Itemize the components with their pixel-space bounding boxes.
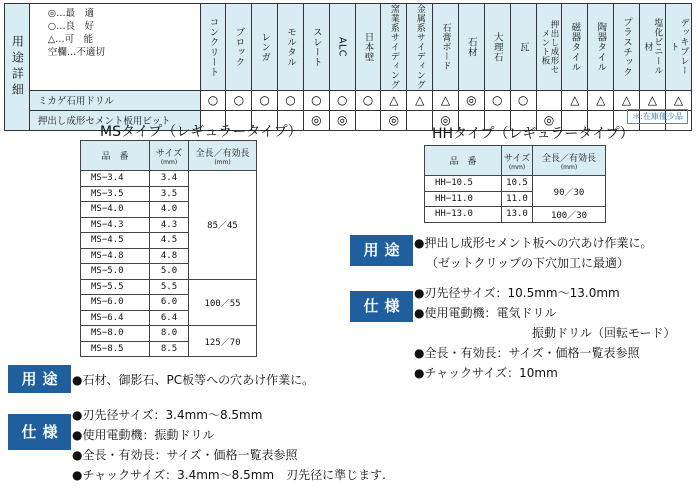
mark: ○	[278, 90, 304, 110]
size-cell: 5.5	[150, 279, 189, 295]
material-header: 押出し成形セメント板	[536, 4, 562, 91]
mark: △	[639, 90, 665, 110]
mark: △	[588, 90, 614, 110]
mark: ○	[200, 90, 226, 110]
model-header: 品 番	[81, 141, 150, 171]
model-cell: MS−4.3	[81, 217, 150, 233]
mark: ○	[329, 90, 355, 110]
mark: ○	[484, 90, 510, 110]
size-header: サイズ (mm)	[502, 146, 533, 176]
material-header: 陶器タイル	[588, 4, 614, 91]
model-header: 品 番	[425, 146, 502, 176]
compat-row	[5, 90, 692, 110]
mark: ◎	[536, 110, 562, 130]
ms-spec-badge: 仕様	[8, 414, 71, 450]
model-cell: MS−6.0	[81, 295, 150, 311]
mark: ◎	[458, 90, 484, 110]
mark: ○	[226, 90, 252, 110]
hh-use-text	[414, 233, 652, 273]
material-header: デッキプレート	[665, 4, 691, 91]
material-header: スレート	[303, 4, 329, 91]
mark: ◎	[329, 110, 355, 130]
material-header: 石材	[458, 4, 484, 91]
legend-item: 空欄…不適切	[47, 47, 105, 58]
material-header: 日本壁	[355, 4, 381, 91]
length-cell: 100／30	[533, 207, 606, 223]
side-label: 用途詳細	[10, 34, 25, 99]
model-cell: MS−5.0	[81, 264, 150, 280]
mark: ○	[252, 90, 278, 110]
material-header: レンガ	[252, 4, 278, 91]
size-cell: 8.0	[150, 326, 189, 342]
size-cell: 10.5	[502, 176, 533, 192]
length-header: 全長／有効長 (mm)	[533, 146, 606, 176]
hh-use-badge: 用途	[350, 235, 413, 266]
spec-line: ●使用電動機：電気ドリル	[414, 306, 557, 320]
ms-use-badge: 用途	[8, 365, 71, 393]
material-header: 瓦	[510, 4, 536, 91]
size-cell: 11.0	[502, 191, 533, 207]
model-cell: MS−4.0	[81, 202, 150, 218]
size-cell: 5.0	[150, 264, 189, 280]
length-cell: 90／30	[533, 176, 606, 207]
model-cell: MS−8.5	[81, 341, 150, 357]
mark: ○	[355, 90, 381, 110]
size-cell: 8.5	[150, 341, 189, 357]
model-cell: MS−4.5	[81, 233, 150, 249]
ms-spec-table	[80, 140, 257, 357]
material-header: 大理石	[484, 4, 510, 91]
mark: ◎	[381, 110, 407, 130]
spec-line: ●チャックサイズ：10mm	[414, 366, 558, 380]
spec-line: ●全長・有効長：サイズ・価格一覧表参照	[72, 448, 298, 462]
mark: △	[562, 90, 588, 110]
table-row	[81, 171, 257, 187]
row-label: ミカゲ石用ドリル	[29, 90, 200, 110]
size-cell: 4.5	[150, 233, 189, 249]
length-cell: 125／70	[189, 326, 257, 357]
row-label: 押出し成形セメント板用ビット	[29, 110, 200, 130]
size-cell: 4.8	[150, 248, 189, 264]
legend-cell	[29, 4, 200, 91]
size-cell: 13.0	[502, 207, 533, 223]
mark	[355, 110, 381, 130]
size-cell: 4.0	[150, 202, 189, 218]
mark: △	[665, 90, 691, 110]
legend-item: △…可 能	[47, 34, 94, 45]
mark: ○	[510, 90, 536, 110]
model-cell: HH−11.0	[425, 191, 502, 207]
model-cell: MS−3.5	[81, 186, 150, 202]
spec-line: 振動ドリル（回転モード）	[532, 326, 676, 340]
spec-line: ●チャックサイズ：3.4mm〜8.5mm 刃先径に準じます.	[72, 468, 386, 482]
table-row	[81, 279, 257, 295]
stock-note: ＊:在庫僅少品	[627, 109, 688, 124]
material-header: 塩化ビニール材	[639, 4, 665, 91]
length-header: 全長／有効長 (mm)	[189, 141, 257, 171]
side-label-cell	[5, 4, 30, 131]
material-header: 窯業系サイディング	[381, 4, 407, 91]
spec-line: ●使用電動機：振動ドリル	[72, 428, 215, 442]
material-header: 金属系サイディング	[407, 4, 433, 91]
hh-spec-table	[424, 145, 606, 223]
hh-spec-badge: 仕様	[350, 291, 413, 322]
size-cell: 4.3	[150, 217, 189, 233]
model-cell: MS−6.4	[81, 310, 150, 326]
ms-use-text: ●石材、御影石、PC板等への穴あけ作業に。	[72, 373, 315, 387]
size-cell: 6.4	[150, 310, 189, 326]
model-cell: MS−8.0	[81, 326, 150, 342]
table-row	[425, 176, 606, 192]
material-header: 石膏ボード	[433, 4, 459, 91]
table-row	[425, 207, 606, 223]
use-line: ●押出し成形セメント板への穴あけ作業に。	[414, 236, 653, 250]
model-cell: MS−5.5	[81, 279, 150, 295]
material-header: コンクリート	[200, 4, 226, 91]
hh-spec-list	[414, 283, 676, 383]
material-header: 磁器タイル	[562, 4, 588, 91]
model-cell: MS−4.8	[81, 248, 150, 264]
model-cell: HH−13.0	[425, 207, 502, 223]
compatibility-table	[4, 3, 692, 131]
mark: △	[433, 90, 459, 110]
material-header: ALC	[329, 4, 355, 91]
size-header: サイズ (mm)	[150, 141, 189, 171]
material-header: プラスチック	[614, 4, 640, 91]
length-cell: 85／45	[189, 171, 257, 280]
mark: ◎	[303, 110, 329, 130]
size-cell: 3.5	[150, 186, 189, 202]
spec-line: ●刃先径サイズ：3.4mm〜8.5mm	[72, 408, 263, 422]
hh-title: HHタイプ（レギュラータイプ）	[432, 126, 634, 142]
size-cell: 3.4	[150, 171, 189, 187]
legend-item: ◎…最 適	[47, 8, 95, 19]
length-cell: 100／55	[189, 279, 257, 326]
ms-spec-list	[72, 405, 386, 485]
spec-line: ●刃先径サイズ：10.5mm〜13.0mm	[414, 286, 620, 300]
mark: ◎	[433, 110, 459, 130]
legend-item: ○…良 好	[47, 21, 95, 32]
use-line: （ゼットクリップの下穴加工に最適）	[426, 256, 630, 270]
model-cell: MS−3.4	[81, 171, 150, 187]
mark: △	[381, 90, 407, 110]
ms-title: MSタイプ（レギュラータイプ）	[100, 124, 302, 140]
material-header: モルタル	[278, 4, 304, 91]
size-cell: 6.0	[150, 295, 189, 311]
mark: ○	[303, 90, 329, 110]
mark	[407, 110, 433, 130]
table-row	[81, 326, 257, 342]
spec-line: ●全長・有効長：サイズ・価格一覧表参照	[414, 346, 640, 360]
mark: △	[407, 90, 433, 110]
material-header: ブロック	[226, 4, 252, 91]
mark: △	[614, 90, 640, 110]
mark	[536, 90, 562, 110]
model-cell: HH−10.5	[425, 176, 502, 192]
